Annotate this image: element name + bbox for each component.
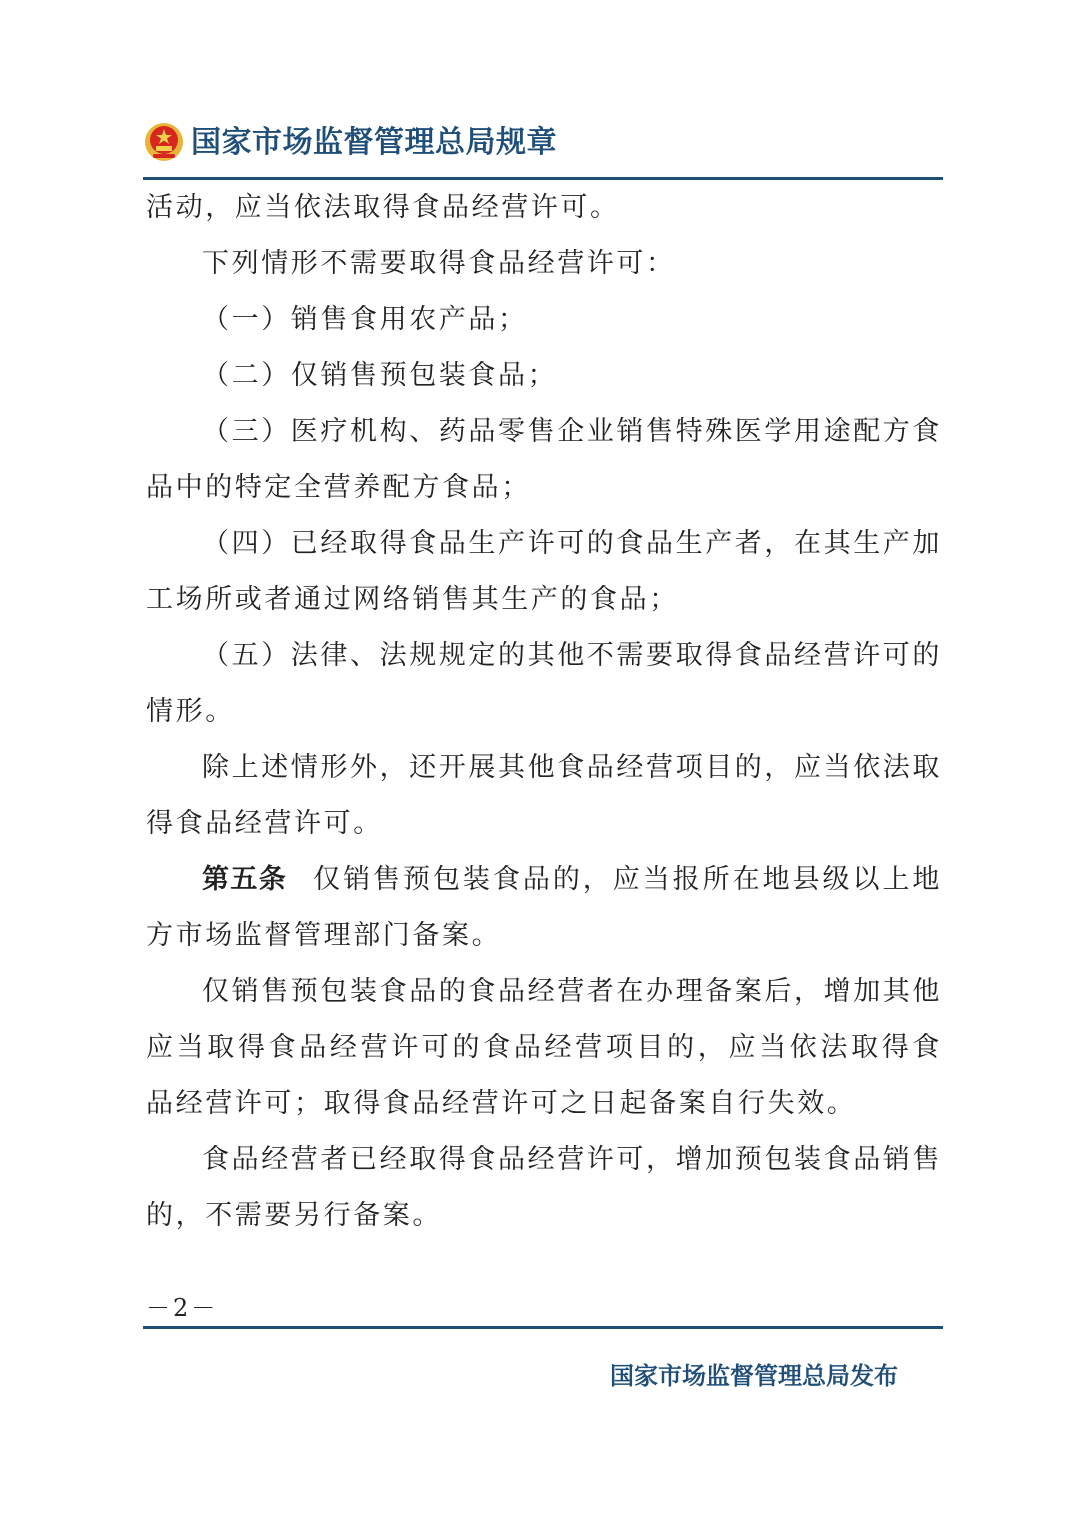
document-body bbox=[146, 180, 942, 1244]
list-item: （五）法律、法规规定的其他不需要取得食品经营许可的情形。 bbox=[146, 640, 942, 727]
list-item: （三）医疗机构、药品零售企业销售特殊医学用途配方食品中的特定全营养配方食品； bbox=[146, 416, 942, 503]
article-number: 第五条 bbox=[202, 864, 288, 895]
paragraph: 下列情形不需要取得食品经营许可： bbox=[202, 248, 676, 279]
article-text: 仅销售预包装食品的，应当报所在地县级以上地方市场监督管理部门备案。 bbox=[146, 864, 943, 951]
paragraph: 活动，应当依法取得食品经营许可。 bbox=[146, 192, 620, 223]
paragraph: 食品经营者已经取得食品经营许可，增加预包装食品销售的，不需要另行备案。 bbox=[146, 1144, 942, 1231]
article-paragraph bbox=[146, 852, 942, 964]
national-emblem-icon bbox=[143, 121, 185, 163]
publisher-footer: 国家市场监督管理总局发布 bbox=[610, 1362, 898, 1390]
list-item: （二）仅销售预包装食品； bbox=[202, 360, 558, 391]
document-header bbox=[143, 118, 943, 176]
header-title: 国家市场监督管理总局规章 bbox=[191, 125, 557, 160]
paragraph: 仅销售预包装食品的食品经营者在办理备案后，增加其他应当取得食品经营许可的食品经营项目的，应当依法取得食品经营许可；取得食品经营许可之日起备案自行失效。 bbox=[146, 976, 942, 1119]
footer-divider bbox=[143, 1326, 943, 1329]
paragraph: 除上述情形外，还开展其他食品经营项目的，应当依法取得食品经营许可。 bbox=[146, 752, 942, 839]
list-item: （一）销售食用农产品； bbox=[202, 304, 528, 335]
list-item: （四）已经取得食品生产许可的食品生产者，在其生产加工场所或者通过网络销售其生产的食品； bbox=[146, 528, 942, 615]
page-number: －2－ bbox=[146, 1294, 219, 1322]
